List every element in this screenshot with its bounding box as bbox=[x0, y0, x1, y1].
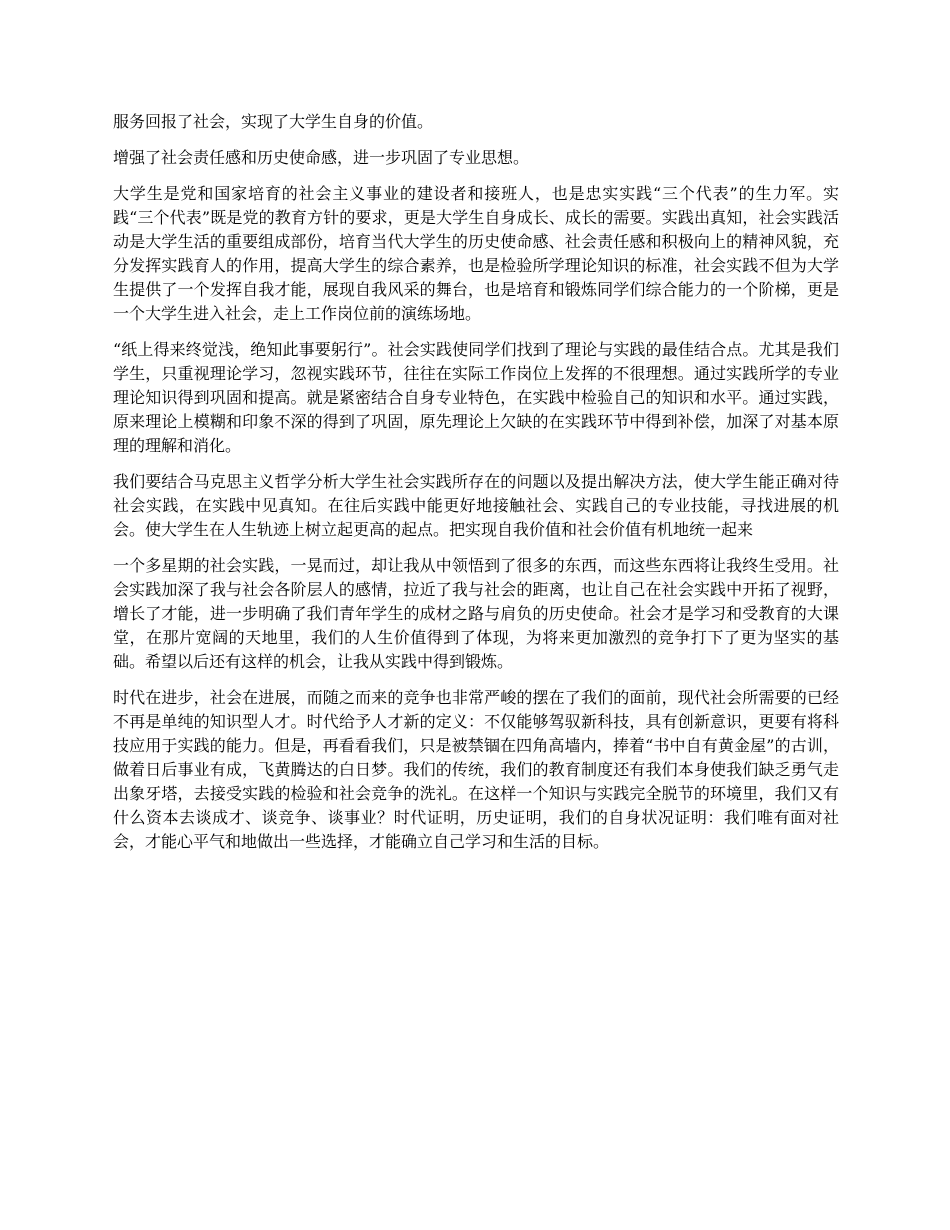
paragraph-4: “纸上得来终觉浅，绝知此事要躬行”。社会实践使同学们找到了理论与实践的最佳结合点。尤其是我们学生，只重视理论学习，忽视实践环节，往往在实际工作岗位上发挥的不很理想。通过实践所学的专业理论知识得到巩固和提高。就是紧密结合自身专业特色，在实践中检验自己的知识和水平。通过实践，原来理论上模糊和印象不深的得到了巩固，原先理论上欠缺的在实践环节中得到补偿，加深了对基本原理的理解和消化。 bbox=[113, 340, 839, 455]
paragraph-3: 大学生是党和国家培育的社会主义事业的建设者和接班人，也是忠实实践“三个代表”的生力军。实践“三个代表”既是党的教育方针的要求，更是大学生自身成长、成长的需要。实践出真知，社会实践活动是大学生活的重要组成部份，培育当代大学生的历史使命感、社会责任感和积极向上的精神风貌，充分发挥实践育人的作用，提高大学生的综合素养，也是检验所学理论知识的标准，社会实践不但为大学生提供了一个发挥自我才能，展现自我风采的舞台，也是培育和锻炼同学们综合能力的一个阶梯，更是一个大学生进入社会，走上工作岗位前的演练场地。 bbox=[113, 184, 839, 323]
paragraph-7: 时代在进步，社会在进展，而随之而来的竞争也非常严峻的摆在了我们的面前，现代社会所需要的已经不再是单纯的知识型人才。时代给予人才新的定义：不仅能够驾驭新科技，具有创新意识，更要有将科技应用于实践的能力。但是，再看看我们，只是被禁锢在四角高墙内，捧着“书中自有黄金屋”的古训，做着日后事业有成，飞黄腾达的白日梦。我们的传统，我们的教育制度还有我们本身使我们缺乏勇气走出象牙塔，去接受实践的检验和社会竞争的洗礼。在这样一个知识与实践完全脱节的环境里，我们又有什么资本去谈成才、谈竞争、谈事业？时代证明，历史证明，我们的自身状况证明：我们唯有面对社会，才能心平气和地做出一些选择，才能确立自己学习和生活的目标。 bbox=[113, 688, 839, 851]
document-page bbox=[113, 110, 839, 866]
paragraph-5: 我们要结合马克思主义哲学分析大学生社会实践所存在的问题以及提出解决方法，使大学生能正确对待社会实践，在实践中见真知。在往后实践中能更好地接触社会、实践自己的专业技能，寻找进展的机会。使大学生在人生轨迹上树立起更高的起点。把实现自我价值和社会价值有机地统一起来 bbox=[113, 472, 839, 539]
paragraph-1: 服务回报了社会，实现了大学生自身的价值。 bbox=[113, 112, 434, 131]
paragraph-6: 一个多星期的社会实践，一晃而过，却让我从中领悟到了很多的东西，而这些东西将让我终生受用。社会实践加深了我与社会各阶层人的感情，拉近了我与社会的距离，也让自己在社会实践中开拓了视野，增长了才能，进一步明确了我们青年学生的成材之路与肩负的历史使命。社会才是学习和受教育的大课堂，在那片宽阔的天地里，我们的人生价值得到了体现，为将来更加激烈的竞争打下了更为坚实的基础。希望以后还有这样的机会，让我从实践中得到锻炼。 bbox=[113, 556, 839, 671]
paragraph-2: 增强了社会责任感和历史使命感，进一步巩固了专业思想。 bbox=[113, 148, 530, 167]
